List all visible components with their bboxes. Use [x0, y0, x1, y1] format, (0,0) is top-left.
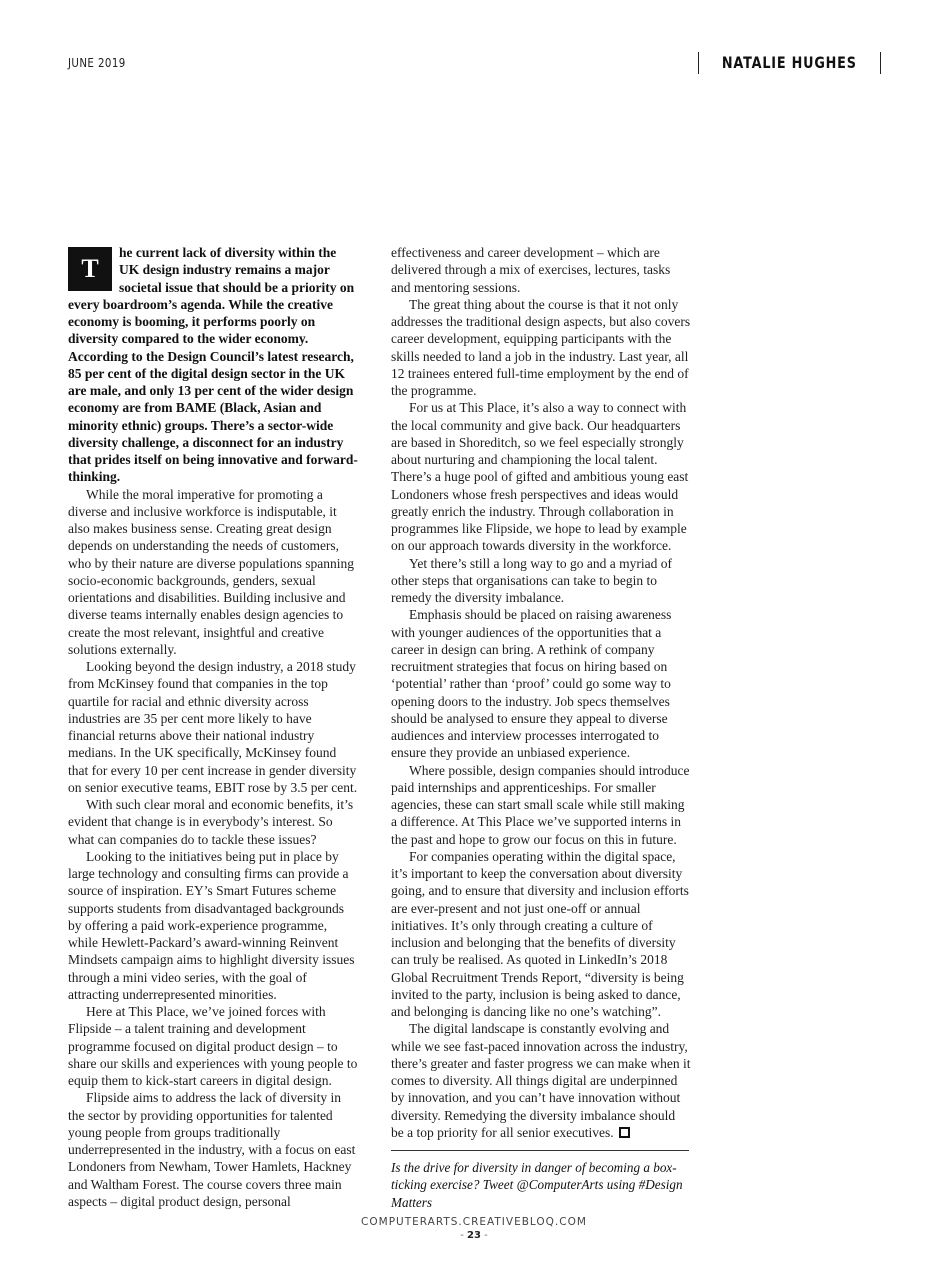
closing-text: The digital landscape is constantly evolving and while we see fast-paced innovation across the industry, there’s greater and faster progress we can make when it comes to diversity. All things digital are underpinned by innovation, and you can’t have innovation without diversity. Remedying the diversity imbalance should be a top priority for all senior executives. [391, 1021, 691, 1140]
page-number-value: 23 [467, 1230, 481, 1241]
body-paragraph: While the moral imperative for promoting a diverse and inclusive workforce is indisputable, it also makes business sense. Creating great design depends on understanding the needs of customers, who by their nature are diverse populations spanning socio-economic backgrounds, genders, sexual orientations and disabilities. Building inclusive and diverse teams internally enables design agencies to create the most relevant, insightful and creative solutions externally. [68, 486, 355, 657]
body-paragraph: Emphasis should be placed on raising awareness with younger audiences of the opportunities that a career in design can bring. A rethink of company recruitment strategies that focus on hiring based on ‘potential’ rather than ‘proof’ could go some way to opening doors to the industry. Job specs themselves should be analysed to ensure they appeal to diverse audiences and interview processes interrogated to ensure they provide an unbiased experience. [391, 607, 672, 761]
tweet-callout: Is the drive for diversity in danger of becoming a box-ticking exercise? Tweet @ComputerArts using #Design Matters [391, 1150, 689, 1211]
issue-date: JUNE 2019 [68, 55, 126, 70]
closing-paragraph [391, 1020, 691, 1141]
lead-text: he current lack of diversity within the UK design industry remains a major societal issue that should be a priority on every boardroom’s agenda. While the creative economy is booming, it performs poorly on diversity compared to the wider economy. According to the Design Council’s latest research, 85 per cent of the digital design sector in the UK are male, and only 13 per cent of the wider design economy are from BAME (Black, Asian and minority ethnic) groups. There’s a sector-wide diversity challenge, a disconnect for an industry that prides itself on being innovative and forward-thinking. [68, 245, 358, 485]
body-paragraph: Yet there’s still a long way to go and a myriad of other steps that organisations can take to begin to remedy the diversity imbalance. [391, 555, 672, 605]
body-paragraph: Looking to the initiatives being put in place by large technology and consulting firms can provide a source of inspiration. EY’s Smart Futures scheme supports students from disadvantaged backgrounds by offering a paid work-experience programme, while Hewlett-Packard’s award-winning Reinvent Mindsets campaign aims to highlight diversity issues through a mini video series, with the goal of attracting underrepresented minorities. [68, 848, 355, 1002]
body-paragraph: Where possible, design companies should introduce paid internships and apprenticeships. For smaller agencies, these can start small scale while still making a difference. At This Place we’ve supported interns in the past and hope to grow our focus on this in future. [391, 762, 690, 847]
body-paragraph: Looking beyond the design industry, a 2018 study from McKinsey found that companies in the top quartile for racial and ethnic diversity across industries are 35 per cent more likely to have financial returns above their national industry medians. In the UK specifically, McKinsey found that for every 10 per cent increase in gender diversity on senior executive teams, EBIT rose by 3.5 per cent. [68, 659, 358, 795]
body-paragraph: With such clear moral and economic benefits, it’s evident that change is in everybody’s interest. So what can companies do to tackle these issues? [68, 797, 354, 847]
body-paragraph: The great thing about the course is that it not only addresses the traditional design aspects, but also covers career development, equipping participants with the skills needed to land a job in the industry. Last year, all 12 trainees entered full-time employment by the end of the programme. [391, 296, 691, 398]
body-paragraph: effectiveness and career development – which are delivered through a mix of exercises, lectures, tasks and mentoring sessions. [391, 245, 671, 295]
drop-cap: T [68, 247, 112, 291]
author-name [698, 52, 881, 74]
page-number: - 23 - [460, 1230, 488, 1241]
body-paragraph: For us at This Place, it’s also a way to connect with the local community and give back. Our headquarters are based in Shoreditch, so we feel especially strongly about nurturing and championing the local talent. There’s a huge pool of gifted and ambitious young east Londoners whose fresh perspectives and ideas would greatly enrich the industry. Through collaboration in programmes like Flipside, we hope to lead by example on our approach towards diversity in the workforce. [391, 400, 689, 554]
article-column-left [68, 244, 358, 1210]
author-name-text: NATALIE HUGHES [722, 53, 858, 72]
body-paragraph: Flipside aims to address the lack of diversity in the sector by providing opportunities for talented young people from groups traditionally underrepresented in the industry, with a focus on east Londoners from Newham, Tower Hamlets, Hackney and Waltham Forest. The course covers three main aspects – digital product design, personal [68, 1090, 356, 1209]
article-column-right [391, 244, 691, 1141]
lead-paragraph [68, 244, 358, 486]
body-paragraph: Here at This Place, we’ve joined forces with Flipside – a talent training and development programme focused on digital product design – to share our skills and experiences with young people to equip them to kick-start careers in digital design. [68, 1004, 358, 1088]
footer-url[interactable]: COMPUTERARTS.CREATIVEBLOQ.COM [361, 1216, 587, 1228]
end-of-article-icon [619, 1127, 630, 1138]
body-paragraph: For companies operating within the digital space, it’s important to keep the conversation about diversity going, and to ensure that diversity and inclusion efforts are ever-present and not just one-off or annual initiatives. It’s only through creating a culture of inclusion and belonging that the benefits of diversity can truly be realised. As quoted in LinkedIn’s 2018 Global Recruitment Trends Report, “diversity is being invited to the party, inclusion is being asked to dance, and belonging is dancing like no one’s watching”. [391, 848, 689, 1019]
